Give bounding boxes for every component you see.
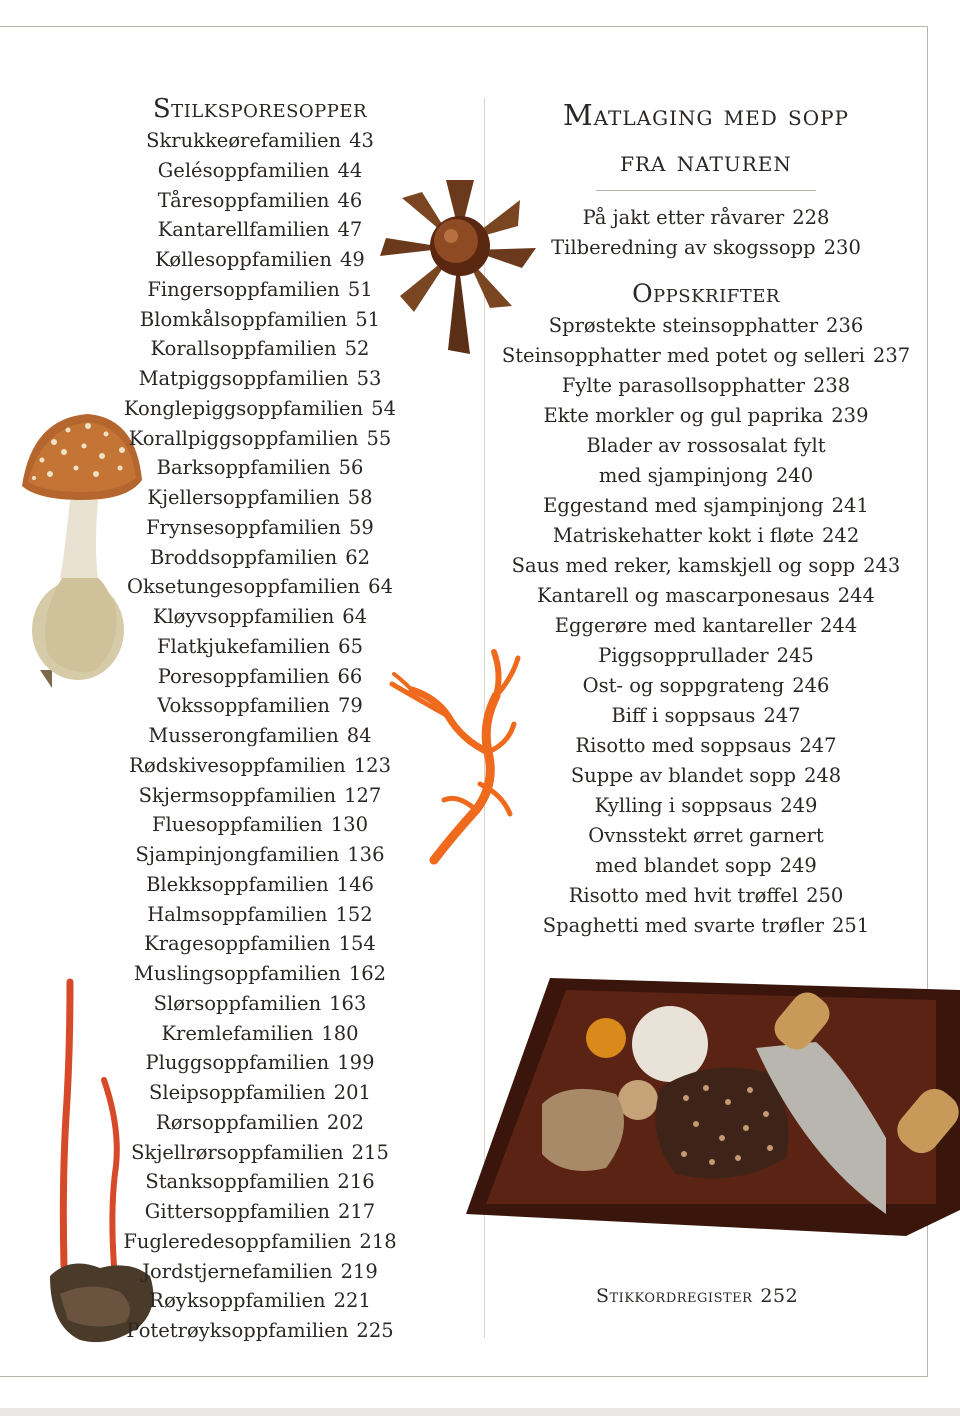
recipe-entry bbox=[486, 911, 926, 941]
family-entry-name: Slørsoppfamilien bbox=[153, 991, 322, 1015]
chopping-board-photo bbox=[466, 978, 960, 1236]
family-entry bbox=[80, 424, 440, 454]
section-title-oppskrifter: Oppskrifter bbox=[632, 279, 780, 308]
recipe-entry-name: Ost- og soppgrateng bbox=[582, 674, 785, 697]
family-entry-page: 146 bbox=[336, 872, 374, 896]
family-entry-page: 66 bbox=[337, 664, 363, 688]
family-entry-page: 180 bbox=[321, 1021, 359, 1045]
recipe-entry-name: Fylte parasollsopphatter bbox=[561, 374, 805, 397]
family-entry-name: Pluggsoppfamilien bbox=[145, 1051, 330, 1075]
intro-list bbox=[486, 203, 926, 263]
recipe-entry-name: med blandet sopp bbox=[595, 854, 772, 877]
page-frame-top bbox=[0, 26, 928, 27]
family-entry-page: 51 bbox=[347, 277, 373, 301]
family-entry-page: 46 bbox=[337, 188, 363, 212]
intro-entry-page: 228 bbox=[792, 206, 830, 229]
recipe-entry-name: Biff i soppsaus bbox=[611, 704, 756, 727]
family-entry-page: 219 bbox=[340, 1259, 378, 1283]
recipe-entry-page: 246 bbox=[792, 674, 830, 697]
family-entry bbox=[80, 1286, 440, 1316]
intro-entry bbox=[486, 203, 926, 233]
family-list bbox=[80, 126, 440, 1346]
family-entry bbox=[80, 721, 440, 751]
family-entry-name: Skjellrørsoppfamilien bbox=[131, 1140, 344, 1164]
family-entry-name: Fingersoppfamilien bbox=[147, 277, 340, 301]
recipe-entry-name: Matriskehatter kokt i fløte bbox=[552, 524, 814, 547]
family-entry bbox=[80, 810, 440, 840]
family-entry bbox=[80, 275, 440, 305]
recipe-entry bbox=[486, 671, 926, 701]
family-entry-page: 154 bbox=[338, 932, 376, 956]
family-entry bbox=[80, 126, 440, 156]
recipe-entry-page: 240 bbox=[775, 464, 814, 487]
recipe-entry bbox=[486, 491, 926, 521]
recipe-entry-page: 237 bbox=[872, 344, 911, 367]
recipe-entry-page: 250 bbox=[806, 884, 844, 907]
index-page: 252 bbox=[760, 1285, 799, 1307]
family-entry-name: Stanksoppfamilien bbox=[145, 1170, 330, 1194]
recipe-entry-page: 245 bbox=[776, 644, 814, 667]
family-entry-name: Rødskivesoppfamilien bbox=[129, 753, 346, 777]
mezzaluna-knife-icon bbox=[800, 1040, 801, 1041]
recipe-entry bbox=[486, 371, 926, 401]
family-entry bbox=[80, 1078, 440, 1108]
family-entry-name: Røyksoppfamilien bbox=[149, 1289, 326, 1313]
recipe-entry bbox=[486, 881, 926, 911]
family-entry-name: Muslingsoppfamilien bbox=[133, 962, 341, 985]
family-entry bbox=[80, 1138, 440, 1168]
recipe-entry bbox=[486, 641, 926, 671]
family-entry-name: Korallsoppfamilien bbox=[150, 337, 337, 361]
family-entry-name: Kløyvsoppfamilien bbox=[152, 605, 335, 628]
recipe-entry-page: 251 bbox=[831, 914, 870, 937]
family-entry-page: 163 bbox=[329, 991, 367, 1015]
family-entry-page: 225 bbox=[356, 1319, 394, 1342]
family-entry-name: Broddsoppfamilien bbox=[149, 545, 338, 569]
family-entry bbox=[80, 691, 440, 721]
family-entry-page: 64 bbox=[342, 605, 368, 628]
family-entry-page: 216 bbox=[337, 1170, 375, 1194]
family-entry-name: Kragesoppfamilien bbox=[144, 932, 331, 956]
family-entry bbox=[80, 781, 440, 811]
recipe-entry bbox=[486, 761, 926, 791]
recipe-entry-name: Kylling i soppsaus bbox=[594, 794, 773, 817]
recipe-entry-page: 243 bbox=[863, 554, 901, 577]
family-entry-page: 55 bbox=[366, 426, 392, 450]
left-column bbox=[80, 92, 440, 1346]
recipe-entry-name: Saus med reker, kamskjell og sopp bbox=[511, 554, 856, 577]
family-entry-name: Vokssoppfamilien bbox=[157, 694, 330, 718]
family-entry-name: Sleipsoppfamilien bbox=[149, 1081, 326, 1104]
family-entry-page: 162 bbox=[348, 962, 387, 985]
recipe-entry bbox=[486, 341, 926, 371]
family-entry bbox=[80, 632, 440, 662]
family-entry-page: 43 bbox=[349, 129, 374, 152]
title-rule bbox=[596, 190, 816, 191]
family-entry-name: Sjampinjongfamilien bbox=[135, 843, 340, 866]
recipe-entry bbox=[486, 851, 926, 881]
intro-entry-name: På jakt etter råvarer bbox=[582, 206, 785, 229]
recipe-entry-name: Eggestand med sjampinjong bbox=[543, 494, 824, 517]
family-entry-page: 65 bbox=[338, 634, 363, 658]
family-entry-page: 58 bbox=[347, 486, 373, 509]
recipe-entry-page: 247 bbox=[763, 704, 801, 727]
family-entry-page: 54 bbox=[371, 396, 396, 420]
family-entry bbox=[80, 1257, 440, 1287]
family-entry-page: 53 bbox=[356, 367, 382, 390]
family-entry-name: Poresoppfamilien bbox=[157, 664, 330, 688]
family-entry-name: Gelésoppfamilien bbox=[157, 158, 330, 182]
family-entry bbox=[80, 334, 440, 364]
family-entry bbox=[80, 1227, 440, 1257]
family-entry-page: 56 bbox=[338, 456, 364, 480]
family-entry bbox=[80, 1048, 440, 1078]
index-label: Stikkordregister bbox=[596, 1285, 753, 1307]
family-entry-name: Jordstjernefamilien bbox=[142, 1259, 333, 1283]
family-entry-name: Tåresoppfamilien bbox=[157, 188, 330, 212]
family-entry bbox=[80, 513, 440, 543]
family-entry-page: 221 bbox=[333, 1289, 371, 1313]
family-entry-name: Konglepiggsoppfamilien bbox=[124, 396, 364, 420]
chapter-title-line2: fra naturen bbox=[620, 144, 792, 178]
family-entry bbox=[80, 1108, 440, 1138]
family-entry-name: Halmsoppfamilien bbox=[147, 902, 328, 926]
recipe-entry-name: Blader av rossosalat fylt bbox=[586, 434, 826, 457]
recipe-entry-name: Risotto med hvit trøffel bbox=[568, 884, 799, 907]
recipe-entry-page: 236 bbox=[826, 314, 864, 337]
recipe-entry bbox=[486, 431, 926, 461]
recipe-entry-name: Eggerøre med kantareller bbox=[554, 614, 812, 637]
recipe-entry-name: Piggsopprullader bbox=[598, 644, 769, 667]
recipe-entry bbox=[486, 311, 926, 341]
family-entry-page: 52 bbox=[344, 337, 370, 361]
family-entry-name: Flatkjukefamilien bbox=[157, 634, 331, 658]
family-entry-page: 136 bbox=[347, 843, 385, 866]
family-entry-name: Blomkålsoppfamilien bbox=[139, 307, 348, 331]
family-entry bbox=[80, 959, 440, 989]
family-entry bbox=[80, 1197, 440, 1227]
family-entry bbox=[80, 1019, 440, 1049]
recipe-entry-name: Sprøstekte steinsopphatter bbox=[548, 314, 819, 337]
family-entry bbox=[80, 989, 440, 1019]
page-edge bbox=[0, 1408, 960, 1416]
family-entry-page: 127 bbox=[344, 783, 382, 807]
intro-entry-name: Tilberedning av skogssopp bbox=[551, 236, 816, 259]
family-entry-name: Blekksoppfamilien bbox=[146, 872, 329, 896]
family-entry bbox=[80, 662, 440, 692]
index-entry bbox=[596, 1285, 798, 1307]
recipe-entry-name: med sjampinjong bbox=[598, 464, 768, 487]
recipe-entry-page: 242 bbox=[822, 524, 860, 547]
recipe-entry bbox=[486, 581, 926, 611]
family-entry-page: 64 bbox=[368, 575, 393, 599]
family-entry-name: Korallpiggsoppfamilien bbox=[128, 426, 359, 450]
right-column bbox=[486, 92, 926, 941]
recipe-entry-page: 248 bbox=[803, 764, 842, 787]
family-entry bbox=[80, 394, 440, 424]
family-entry-page: 51 bbox=[355, 307, 381, 331]
family-entry-page: 215 bbox=[351, 1140, 389, 1164]
page-frame-bottom bbox=[0, 1376, 928, 1377]
family-entry bbox=[80, 305, 440, 335]
family-entry bbox=[80, 483, 440, 513]
family-entry-name: Fluesoppfamilien bbox=[152, 813, 323, 837]
family-entry-name: Køllesoppfamilien bbox=[155, 248, 332, 271]
family-entry-name: Skjermsoppfamilien bbox=[138, 783, 337, 807]
recipe-entry-name: Kantarell og mascarponesaus bbox=[537, 584, 830, 607]
family-entry bbox=[80, 215, 440, 245]
family-entry-page: 152 bbox=[335, 902, 373, 926]
family-entry bbox=[80, 870, 440, 900]
recipe-list bbox=[486, 311, 926, 941]
family-entry-page: 201 bbox=[333, 1081, 371, 1104]
family-entry-page: 199 bbox=[337, 1051, 375, 1075]
family-entry bbox=[80, 186, 440, 216]
recipe-entry-page: 244 bbox=[837, 584, 875, 607]
family-entry-page: 130 bbox=[330, 813, 368, 837]
family-entry-page: 49 bbox=[340, 248, 365, 271]
recipe-entry-page: 244 bbox=[820, 614, 858, 637]
family-entry bbox=[80, 245, 440, 275]
family-entry-name: Frynsesoppfamilien bbox=[146, 515, 341, 539]
recipe-entry bbox=[486, 521, 926, 551]
recipe-entry-name: Suppe av blandet sopp bbox=[570, 764, 796, 787]
recipe-entry bbox=[486, 701, 926, 731]
family-entry-name: Oksetungesoppfamilien bbox=[126, 575, 361, 599]
recipe-entry bbox=[486, 821, 926, 851]
recipe-entry bbox=[486, 461, 926, 491]
family-entry-name: Potetrøyksoppfamilien bbox=[126, 1319, 349, 1342]
family-entry-page: 44 bbox=[337, 158, 363, 182]
family-entry-page: 84 bbox=[346, 724, 372, 747]
family-entry-name: Matpiggsoppfamilien bbox=[138, 367, 349, 390]
family-entry bbox=[80, 156, 440, 186]
family-entry-name: Musserongfamilien bbox=[148, 724, 339, 747]
family-entry-name: Barksoppfamilien bbox=[156, 456, 331, 480]
family-entry-name: Kantarellfamilien bbox=[157, 218, 330, 242]
recipe-entry-page: 238 bbox=[812, 374, 851, 397]
family-entry-name: Kremlefamilien bbox=[161, 1021, 314, 1045]
family-entry-page: 217 bbox=[337, 1200, 376, 1223]
family-entry-name: Fugleredesoppfamilien bbox=[123, 1229, 352, 1253]
recipe-entry-name: Ekte morkler og gul paprika bbox=[543, 404, 824, 427]
family-entry-page: 218 bbox=[359, 1229, 397, 1253]
recipe-entry-page: 249 bbox=[779, 854, 817, 877]
recipe-entry-page: 241 bbox=[831, 494, 869, 517]
recipe-entry bbox=[486, 731, 926, 761]
recipe-entry-name: Spaghetti med svarte trøfler bbox=[542, 914, 824, 937]
chapter-title-line1: Matlaging med sopp bbox=[562, 98, 850, 132]
recipe-entry bbox=[486, 791, 926, 821]
intro-entry-page: 230 bbox=[823, 236, 861, 259]
recipe-entry bbox=[486, 401, 926, 431]
family-entry-name: Rørsoppfamilien bbox=[155, 1110, 319, 1134]
family-entry bbox=[80, 453, 440, 483]
recipe-entry-name: Ovnsstekt ørret garnert bbox=[588, 824, 824, 847]
recipe-entry bbox=[486, 551, 926, 581]
family-entry-page: 123 bbox=[353, 753, 391, 777]
recipe-entry-name: Steinsopphatter med potet og selleri bbox=[501, 344, 865, 367]
recipe-entry-page: 247 bbox=[799, 734, 837, 757]
family-entry bbox=[80, 364, 440, 394]
family-entry bbox=[80, 1316, 440, 1346]
recipe-entry-page: 249 bbox=[780, 794, 818, 817]
family-entry-name: Gittersoppfamilien bbox=[144, 1200, 330, 1223]
family-entry bbox=[80, 900, 440, 930]
recipe-entry-name: Risotto med soppsaus bbox=[575, 734, 792, 757]
recipe-entry bbox=[486, 611, 926, 641]
family-entry-page: 62 bbox=[345, 545, 371, 569]
family-entry-page: 202 bbox=[326, 1110, 365, 1134]
family-entry-name: Kjellersoppfamilien bbox=[147, 486, 340, 509]
recipe-entry-page: 239 bbox=[831, 404, 869, 427]
family-entry bbox=[80, 572, 440, 602]
family-entry-name: Skrukkeørefamilien bbox=[146, 129, 342, 152]
family-entry bbox=[80, 1167, 440, 1197]
family-entry-page: 47 bbox=[337, 218, 363, 242]
family-entry bbox=[80, 840, 440, 870]
family-entry bbox=[80, 929, 440, 959]
intro-entry bbox=[486, 233, 926, 263]
family-entry bbox=[80, 543, 440, 573]
family-entry bbox=[80, 602, 440, 632]
family-entry bbox=[80, 751, 440, 781]
section-title-stilksporesopper: Stilksporesopper bbox=[152, 94, 368, 124]
family-entry-page: 79 bbox=[337, 694, 363, 718]
family-entry-page: 59 bbox=[349, 515, 374, 539]
